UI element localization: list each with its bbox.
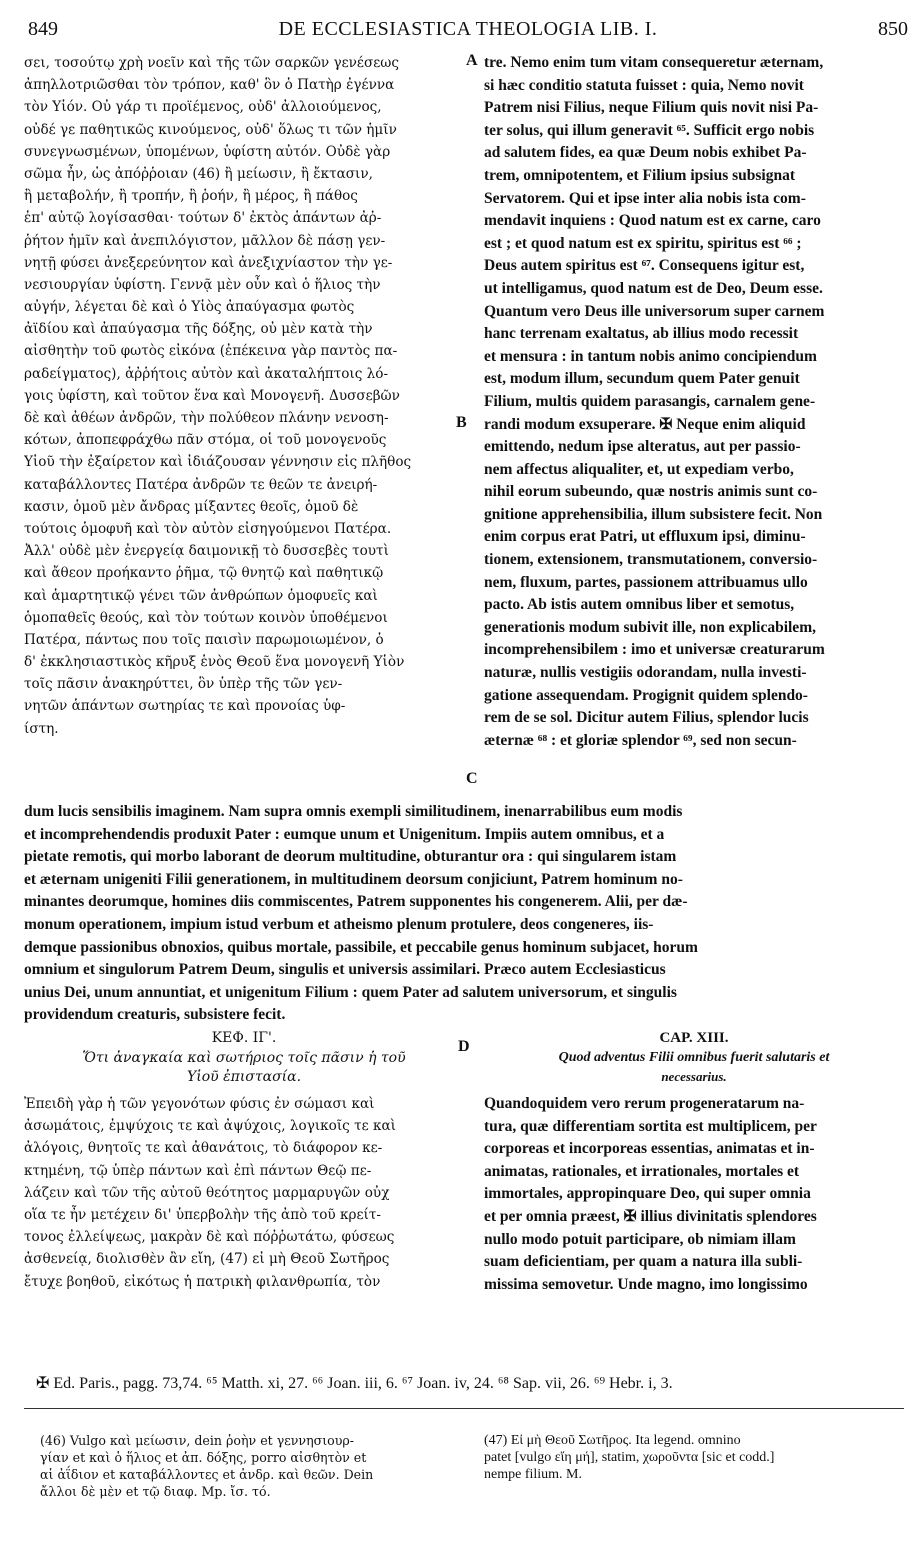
margin-marker-d: D	[458, 1038, 470, 1055]
footnote-line: ἄλλοι δὲ μὲν et τῷ διαφ. Mp. ἴσ. τό.	[40, 1484, 271, 1499]
latin-text-line: tionem, extensionem, transmutationem, conversio-	[484, 551, 818, 569]
latin-text-line: minantes deorumque, homines diis commiscentes, Patrem supponentes his congenerem. Alii, per dæ-	[24, 893, 688, 911]
greek-text-line: τονος ἐλλείψεως, μακρὰν δὲ καὶ πόῤῥωτάτω, φύσεως	[24, 1229, 395, 1246]
footnotes-right	[484, 1432, 904, 1483]
footnote-line: αἱ ἀΐδιον et καταβάλλοντες et ἀνδρ. καὶ θεῶν. Dein	[40, 1467, 374, 1482]
greek-text-line: ῥήτον ἡμῖν καὶ ἀνεπιλόγιστον, μᾶλλον δὲ πάσῃ γεν-	[24, 232, 386, 249]
latin-text-line: et mensura : in tantum nobis animo concipiendum	[484, 347, 817, 365]
latin-text-line: trem, omnipotentem, et Filium ipsius subsignat	[484, 166, 796, 184]
greek-text-line: γοις ὑφίστη, καὶ τοῦτον ἕνα καὶ Μονογενῆ. Δυσσεβῶν	[24, 387, 400, 404]
page-header	[28, 18, 908, 46]
greek-text-line: καὶ ἄθεον προήκαντο ῥῆμα, τῷ θνητῷ καὶ παθητικῷ	[24, 565, 384, 582]
greek-text-line: ραδείγματος), ἀῤῥήτοις αὐτὸν καὶ ἀκαταλήπτοις λό-	[24, 365, 389, 382]
greek-text-line: Ἀλλ' οὐδὲ μὲν ἐνεργείᾳ δαιμονικῇ τὸ δυσσεβὲς τουτὶ	[24, 543, 389, 560]
latin-text-line: Deus autem spiritus est ⁶⁷. Consequens igitur est,	[484, 257, 805, 275]
latin-text-line: pacto. Ab istis autem omnibus liber et semotus,	[484, 596, 795, 614]
latin-text-line: æternæ ⁶⁸ : et gloriæ splendor ⁶⁹, sed non secun-	[484, 731, 797, 749]
page-number-right: 850	[878, 18, 908, 40]
latin-text-line: ad salutem fides, ea quæ Deum nobis exhibet Pa-	[484, 144, 807, 162]
latin-text-line: est, modum illum, secundum quem Pater genuit	[484, 370, 800, 388]
greek-text-line: Πατέρα, πάντως που τοῖς παισὶν παρωμοιωμένον, ὁ	[24, 631, 384, 648]
latin-text-line: et æternam unigeniti Filii generationem, in multitudinem deorsum conjiciunt, Patrem hominum no-	[24, 870, 683, 888]
latin-text-line: nullo modo potuit participare, ob nimiam illam	[484, 1230, 796, 1248]
greek-text-line: ὁμοπαθεῖς θεούς, καὶ τὸν τούτων κοινὸν ὑποθέμενοι	[24, 609, 388, 626]
latin-text-line: nihil eorum subeundo, quæ nostris animis sunt co-	[484, 483, 818, 501]
latin-full-width-text	[24, 801, 904, 1027]
greek-text-line: δ' ἐκκλησιαστικὸς κῆρυξ ἑνὸς Θεοῦ ἕνα μονογενῆ Υἱὸν	[24, 654, 405, 671]
latin-text-line: Quandoquidem vero rerum progeneratarum na-	[484, 1095, 805, 1112]
greek-text-line: ἔτυχε βοηθοῦ, εἰκότως ἡ πατρικὴ φιλανθρωπία, τὸν	[24, 1273, 381, 1290]
latin-chapter-title-2: necessarius.	[661, 1069, 727, 1084]
footnote-line: (46) Vulgo καὶ μείωσιν, dein ῥοὴν et γεννησιουρ-	[40, 1433, 355, 1448]
latin-text-line: generationis modum subivit ille, non explicabilem,	[484, 618, 816, 636]
greek-text-line: οὐδέ γε παθητικῶς κινούμενος, οὐδ' ὅλως τι τῶν ἡμῖν	[24, 121, 397, 138]
greek-text-line: κασιν, ὁμοῦ μὲν ἄνδρας μίξαντες θεοῖς, ὁμοῦ δὲ	[24, 498, 359, 515]
greek-text-line: αὐγήν, λέγεται δὲ καὶ ὁ Υἱὸς ἀπαύγασμα φωτὸς	[24, 299, 355, 316]
greek-text-line: καταβάλλοντες Πατέρα ἀνδρῶν τε θεῶν τε ἀνειρή-	[24, 476, 378, 493]
latin-text-line: randi modum exsuperare. ✠ Neque enim aliquid	[484, 415, 806, 433]
latin-text-line: nem, fluxum, partes, passionem attribuamus ullo	[484, 573, 808, 591]
latin-text-line: providendum creaturis, subsistere fecit.	[24, 1006, 286, 1024]
greek-text-line: νητῶν ἁπάντων σωτηρίας τε καὶ προνοίας ὑφ-	[24, 698, 346, 715]
greek-text-line: τοῖς πᾶσιν ἀνακηρύττει, ὃν ὑπὲρ τῆς τῶν γεν-	[24, 676, 343, 693]
latin-column-top	[484, 52, 904, 752]
latin-text-line: unius Dei, unum annuntiat, et unigenitum Filium : quem Pater ad salutem universorum, et singulis	[24, 983, 677, 1001]
latin-chapter-label: CAP. XIII.	[659, 1030, 729, 1046]
margin-marker-c: C	[466, 770, 478, 787]
latin-text-line: ter solus, qui illum generavit ⁶⁵. Sufficit ergo nobis	[484, 121, 815, 139]
latin-text-line: monum operationem, impium istud verbum et atheismo plenum protulere, deos congeneres, iis-	[24, 915, 654, 933]
latin-text-line: incomprehensibilem : imo et universæ creaturarum	[484, 641, 825, 659]
latin-text-line: est ; et quod natum est ex spiritu, spiritus est ⁶⁶ ;	[484, 234, 802, 252]
greek-text-line: τούτοις ὁμοφυῆ καὶ τὸν αὐτὸν εἰσηγούμενοι Πατέρα.	[24, 520, 392, 537]
latin-text-line: mendavit inquiens : Quod natum est ex carne, caro	[484, 212, 821, 230]
greek-text-line: σει, τοσούτῳ χρὴ νοεῖν καὶ τῆς τῶν σαρκῶν γενέσεως	[24, 55, 399, 71]
latin-chapter-title-1: Quod adventus Filii omnibus fuerit salutaris et	[558, 1050, 830, 1065]
latin-text-line: Filium, multis quidem parasangis, carnalem gene-	[484, 392, 816, 410]
greek-text-line: σῶμα ἦν, ὡς ἀπόῤῥοιαν (46) ἢ μείωσιν, ἢ ἔκτασιν,	[24, 165, 373, 182]
latin-column-bottom	[484, 1093, 904, 1296]
latin-text-line: corporeas et incorporeas essentias, animatas et in-	[484, 1140, 815, 1158]
latin-text-line: naturæ, nullis vestigiis odorandam, nulla investi-	[484, 664, 807, 682]
latin-text-line: suam deficientiam, per quam a natura illa subli-	[484, 1253, 803, 1271]
latin-text-line: emittendo, nedum ipse alteratus, aut per passio-	[484, 438, 801, 456]
latin-text-line: et incomprehendendis produxit Pater : eumque unum et Unigenitum. Impiis autem omnibus, et a	[24, 825, 665, 843]
latin-text-line: tura, quæ differentiam sortita est multiplicem, per	[484, 1117, 817, 1135]
greek-column-top	[24, 52, 464, 740]
latin-text-line: omnium et singulorum Patrem Deum, singulis et universis assimilari. Præco autem Ecclesiasticus	[24, 961, 666, 979]
latin-text-line: gatione assequendam. Progignit quidem splendo-	[484, 686, 808, 704]
latin-text-line: si hæc conditio statuta fuisset : quia, Nemo novit	[484, 76, 804, 94]
greek-text-line: συνεγνωσμένων, ὑπομένων, ὑφίστη αὐτόν. Οὐδὲ γὰρ	[24, 143, 391, 160]
latin-text-line: tre. Nemo enim tum vitam consequeretur æternam,	[484, 54, 824, 71]
greek-chapter-title-1: Ὅτι ἀναγκαία καὶ σωτήριος τοῖς πᾶσιν ἡ τοῦ	[82, 1050, 406, 1066]
greek-text-line: οἵα τε ἦν μετέχειν δι' ὑπερβολὴν τῆς ἀπὸ τοῦ κρείτ-	[24, 1206, 381, 1223]
greek-text-line: ἐπ' αὐτῷ λογίσασθαι· τούτων δ' ἐκτὸς ἁπάντων ἀῤ-	[24, 210, 382, 227]
margin-marker-a: A	[466, 52, 478, 69]
greek-text-line: ἀσωμάτοις, ἐμψύχοις τε καὶ ἀψύχοις, λογικοῖς τε καὶ	[24, 1118, 396, 1135]
greek-text-line: τὸν Υἱόν. Οὐ γάρ τι προϊέμενος, οὐδ' ἀλλοιούμενος,	[24, 99, 382, 116]
greek-text-line: ίστη.	[24, 720, 59, 737]
latin-text-line: Servatorem. Qui et ipse inter alia nobis ista com-	[484, 189, 806, 207]
latin-text-line: ut intelligamus, quod natum est de Deo, Deum esse.	[484, 279, 823, 297]
footnote-rule	[24, 1408, 904, 1409]
latin-text-line: et per omnia præest, ✠ illius divinitatis splendores	[484, 1207, 817, 1225]
greek-text-line: νητῇ φύσει ἀνεξερεύνητον καὶ ἀνεξιχνίαστον τὴν γε-	[24, 254, 393, 271]
greek-chapter-title-2: Υἱοῦ ἐπιστασία.	[186, 1069, 302, 1085]
greek-text-line: καὶ ἁμαρτητικῷ γένει τῶν ἀνθρώπων ὁμοφυεῖς καὶ	[24, 587, 378, 604]
latin-text-line: immortales, appropinquare Deo, qui super omnia	[484, 1185, 811, 1203]
footnote-line: nempe filium. M.	[484, 1467, 582, 1482]
footnote-line: γίαν et καὶ ὁ ἥλιος et ἀπ. δόξης, porro αἰσθητὸν et	[40, 1450, 367, 1465]
latin-text-line: dum lucis sensibilis imaginem. Nam supra omnis exempli similitudinem, inenarrabilibus eum modis	[24, 803, 683, 820]
latin-text-line: missima semovetur. Unde magno, imo longissimo	[484, 1275, 808, 1293]
footnote-line: patet [vulgo εἴη μή], statim, χωροῦντα [sic et codd.]	[484, 1450, 775, 1465]
latin-text-line: nem affectus aliqualiter, et, ut expediam verbo,	[484, 460, 794, 478]
latin-text-line: gnitione apprehensibilia, illum subsistere fecit. Non	[484, 505, 823, 523]
greek-text-line: Ἐπειδὴ γὰρ ἡ τῶν γεγονότων φύσις ἐν σώμασι καὶ	[24, 1096, 375, 1112]
greek-text-line: νεσιουργίαν ὑφίστη. Γεννᾷ μὲν οὖν καὶ ὁ ἥλιος τὴν	[24, 276, 381, 293]
greek-text-line: Υἱοῦ τὴν ἐξαίρετον καὶ ἰδιάζουσαν γέννησιν εἰς πλῆθος	[24, 454, 412, 471]
greek-text-line: ἢ μεταβολήν, ἢ τροπήν, ἢ ῥοήν, ἢ μέρος, ἢ πάθος	[24, 188, 358, 205]
latin-text-line: hanc terrenam exaltatus, ab illius modo recessit	[484, 325, 799, 343]
latin-text-line: rem de se sol. Dicitur autem Filius, splendor lucis	[484, 709, 809, 727]
greek-text-line: δὲ καὶ ἀθέων ἀνδρῶν, τὴν πολύθεον πλάνην νενοση-	[24, 410, 389, 426]
greek-text-line: αἰσθητὴν τοῦ φωτὸς εἰκόνα (ἐπέκεινα γὰρ παντὸς πα-	[24, 343, 398, 360]
latin-text-line: enim corpus erat Patri, ut effluxum ipsi, diminu-	[484, 528, 806, 546]
greek-text-line: λάζειν καὶ τῶν τῆς αὐτοῦ θεότητος μαρμαρυγῶν οὐχ	[24, 1184, 390, 1201]
latin-text-line: demque passionibus obnoxios, quibus mortale, passibile, et peccabile genus hominum subjacet, horum	[24, 938, 698, 956]
greek-chapter-label: ΚΕΦ. ΙΓ'.	[211, 1030, 277, 1046]
greek-text-line: κότων, ἀποπεφράχθω πᾶν στόμα, οἱ τοῦ μονογενοῦς	[24, 432, 387, 449]
latin-text-line: pietate remotis, qui morbo laborant de deorum multitudine, obturantur ora : qui singularem istam	[24, 848, 677, 866]
latin-text-line: animatas, rationales, et irrationales, mortales et	[484, 1162, 800, 1180]
greek-text-line: κτημένη, τῷ ὑπὲρ πάντων καὶ ἐπὶ πάντων Θεῷ πε-	[24, 1162, 372, 1179]
greek-column-bottom	[24, 1093, 464, 1293]
latin-text-line: Patrem nisi Filius, neque Filium quis novit nisi Pa-	[484, 99, 819, 117]
scripture-references: ✠ Ed. Paris., pagg. 73,74. ⁶⁵ Matth. xi, 27. ⁶⁶ Joan. iii, 6. ⁶⁷ Joan. iv, 24. ⁶⁸ Sap. vii, 26. ⁶⁹ Hebr. i, 3.	[36, 1375, 673, 1392]
greek-text-line: ἀϊδίου καὶ ἀπαύγασμα τῆς δόξης, οὐ μὲν κατὰ τὴν	[24, 321, 373, 338]
running-title: DE ECCLESIASTICA THEOLOGIA LIB. I.	[278, 18, 658, 40]
margin-marker-b: B	[456, 414, 467, 431]
latin-text-line: Quantum vero Deus ille universorum super carnem	[484, 302, 825, 320]
footnotes-left	[40, 1432, 460, 1500]
greek-text-line: ἀλόγοις, θνητοῖς τε καὶ ἀθανάτοις, τὸ διάφορον κε-	[24, 1140, 383, 1157]
greek-text-line: ἀσθενείᾳ, διολισθὲν ἂν εἴη, (47) εἰ μὴ Θεοῦ Σωτῆρος	[24, 1251, 390, 1268]
page-number-left: 849	[28, 18, 58, 40]
footnote-line: (47) Εἰ μὴ Θεοῦ Σωτῆρος. Ita legend. omnino	[484, 1433, 741, 1448]
greek-text-line: ἀπηλλοτριῶσθαι τὸν τρόπον, καθ' ὃν ὁ Πατὴρ ἐγέννα	[24, 77, 395, 94]
